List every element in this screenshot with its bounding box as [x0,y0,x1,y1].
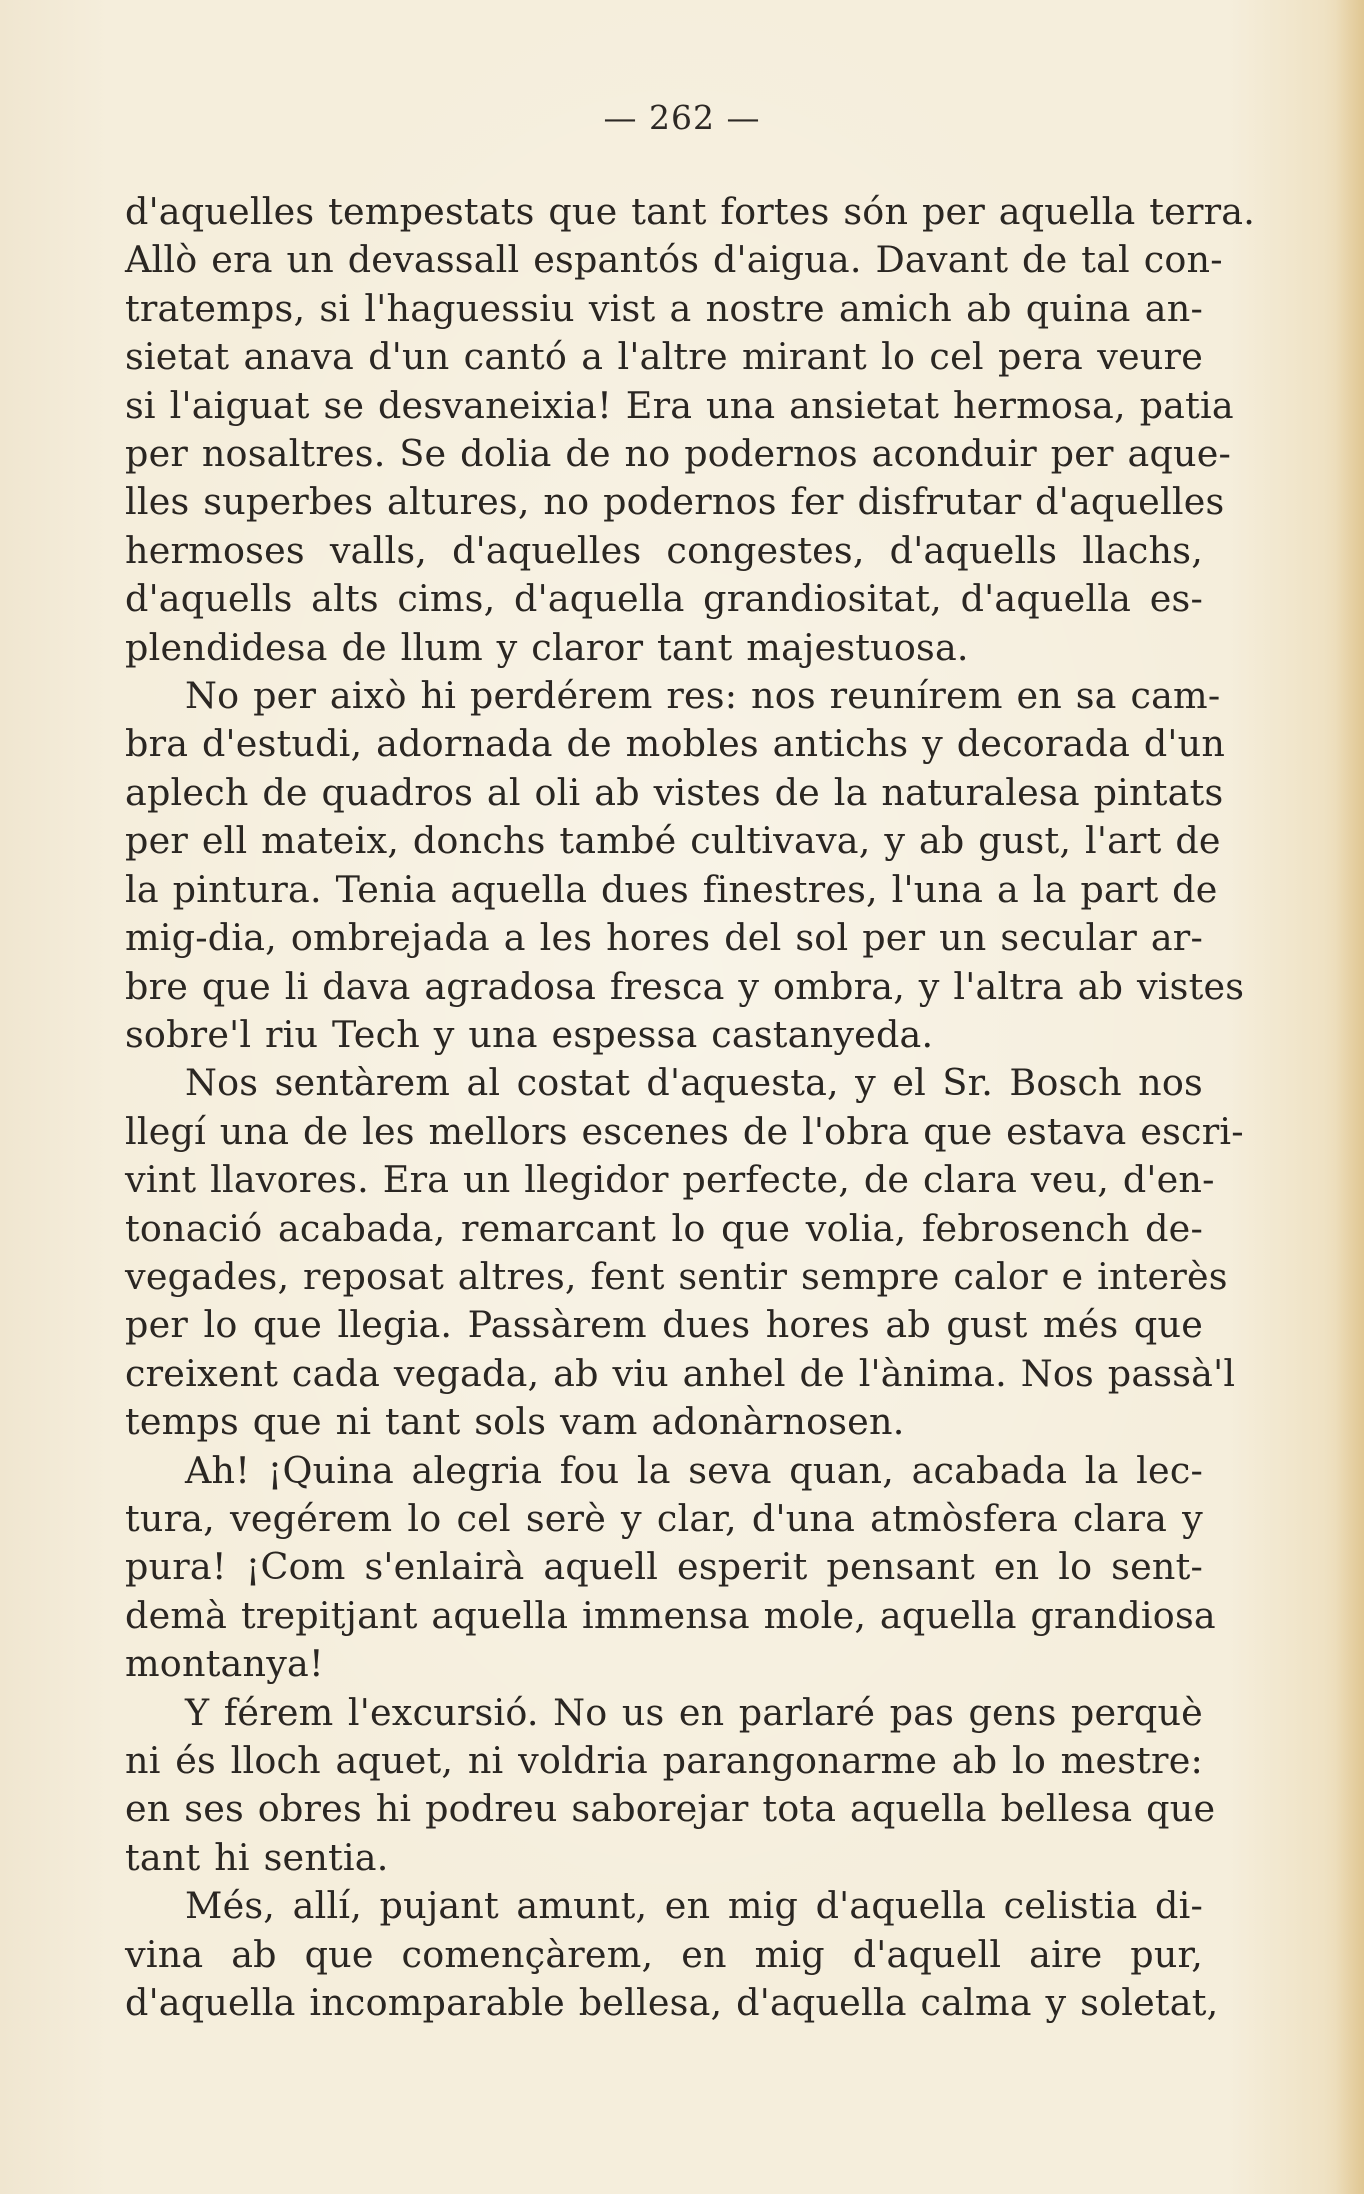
text-line: per nosaltres. Se dolia de no podernos aconduir per aque- [125,432,1232,476]
text-line: creixent cada vegada, ab viu anhel de l'ànima. Nos passà'l [125,1351,1236,1395]
text-line: Y férem l'excursió. No us en parlaré pas gens perquè [185,1690,1203,1734]
text-line: si l'aiguat se desvaneixia! Era una ansietat hermosa, patia [125,383,1234,427]
text-line: Més, allí, pujant amunt, en mig d'aquella celistia di- [185,1884,1203,1928]
text-line: Nos sentàrem al costat d'aquesta, y el Sr. Bosch nos [185,1061,1203,1105]
text-line: per ell mateix, donchs també cultivava, y ab gust, l'art de [125,819,1221,863]
text-line: tant hi sentia. [125,1835,389,1879]
paragraph-4 [125,1447,1216,1689]
paragraph-5 [125,1689,1216,1883]
paragraph-2 [125,672,1245,1059]
text-line: d'aquells alts cims, d'aquella grandiositat, d'aquella es- [125,577,1203,621]
text-line: bre que li dava agradosa fresca y ombra, y l'altra ab vistes [125,964,1245,1008]
text-line: bra d'estudi, adornada de mobles antichs y decorada d'un [125,722,1226,766]
text-line: llegí una de les mellors escenes de l'obra que estava escri- [125,1109,1244,1153]
text-line: plendidesa de llum y claror tant majestuosa. [125,625,969,669]
text-line: Ah! ¡Quina alegria fou la seva quan, acabada la lec- [185,1448,1203,1492]
text-line: lles superbes altures, no podernos fer disfrutar d'aquelles [125,480,1225,524]
paragraph-3 [125,1059,1244,1446]
text-line: tura, vegérem lo cel serè y clar, d'una atmòsfera clara y [125,1496,1203,1540]
text-line: tratemps, si l'haguessiu vist a nostre amich ab quina an- [125,286,1203,330]
text-line: vint llavores. Era un llegidor perfecte, de clara veu, d'en- [125,1158,1215,1202]
text-line: aplech de quadros al oli ab vistes de la naturalesa pintats [125,770,1224,814]
text-line: en ses obres hi podreu saborejar tota aquella bellesa que [125,1787,1216,1831]
text-line: montanya! [125,1642,324,1686]
text-line: tonació acabada, remarcant lo que volia, febrosench de- [125,1206,1203,1250]
text-line: demà trepitjant aquella immensa mole, aquella grandiosa [125,1593,1216,1637]
text-line: hermoses valls, d'aquelles congestes, d'aquells llachs, [125,528,1203,572]
text-line: temps que ni tant sols vam adonàrnosen. [125,1400,905,1444]
text-line: sietat anava d'un cantó a l'altre mirant lo cel pera veure [125,335,1203,379]
text-line: mig-dia, ombrejada a les hores del sol per un secular ar- [125,916,1203,960]
text-line: d'aquella incomparable bellesa, d'aquella calma y soletat, [125,1981,1219,2025]
text-line: vina ab que començàrem, en mig d'aquell aire pur, [125,1932,1203,1976]
text-line: d'aquelles tempestats que tant fortes són per aquella terra. [125,190,1256,233]
page-body-text [125,188,1256,2027]
text-line: No per això hi perdérem res: nos reunírem en sa cam- [185,674,1221,718]
text-line: sobre'l riu Tech y una espessa castanyeda. [125,1012,934,1056]
text-line: per lo que llegia. Passàrem dues hores ab gust més que [125,1303,1203,1347]
text-line: ni és lloch aquet, ni voldria parangonarme ab lo mestre: [125,1739,1203,1782]
paragraph-6 [125,1882,1219,2027]
page-number: — 262 — [603,98,761,137]
paragraph-1 [125,188,1256,672]
text-line: vegades, reposat altres, fent sentir sempre calor e interès [125,1254,1228,1298]
text-line: pura! ¡Com s'enlairà aquell esperit pensant en lo sent- [125,1545,1203,1589]
text-line: la pintura. Tenia aquella dues finestres, l'una a la part de [125,867,1218,911]
text-line: Allò era un devassall espantós d'aigua. Davant de tal con- [125,238,1223,282]
